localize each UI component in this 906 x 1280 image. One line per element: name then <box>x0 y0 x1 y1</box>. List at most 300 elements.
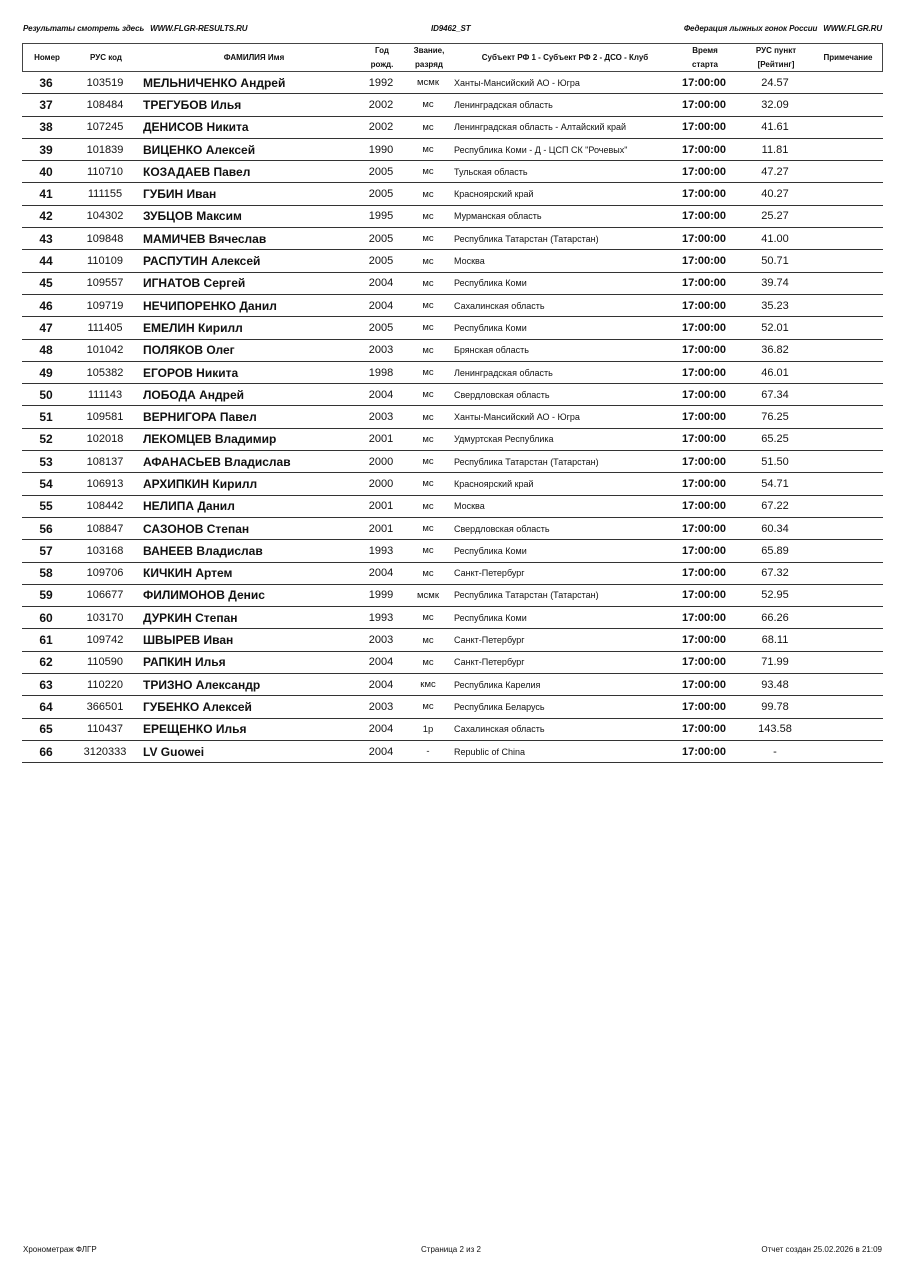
cell-note <box>812 696 882 717</box>
cell-name: ВАНЕЕВ Владислав <box>143 543 263 558</box>
cell-rus-points: 41.61 <box>761 121 789 134</box>
cell-number: 36 <box>39 75 53 90</box>
cell-number: 56 <box>39 521 53 536</box>
cell-start-time: 17:00:00 <box>681 745 727 758</box>
cell-rus-points: 65.89 <box>761 544 789 557</box>
cell-note <box>812 117 882 138</box>
cell-region: Республика Коми <box>454 612 527 623</box>
cell-note <box>812 139 882 160</box>
cell-rus-code: 108847 <box>86 522 124 535</box>
cell-number: 43 <box>39 231 53 246</box>
cell-number: 53 <box>39 454 53 469</box>
cell-rus-code: 101042 <box>86 344 124 357</box>
cell-rank: мс <box>422 612 434 624</box>
cell-note <box>812 295 882 316</box>
cell-rank: мс <box>422 656 434 668</box>
cell-start-time: 17:00:00 <box>681 121 727 134</box>
column-header-start-time <box>678 44 732 71</box>
cell-region: Брянская область <box>454 345 529 356</box>
cell-number: 62 <box>39 655 53 670</box>
cell-rus-points: 68.11 <box>761 634 789 647</box>
cell-region: Республика Коми <box>454 278 527 289</box>
cell-start-time: 17:00:00 <box>681 321 727 334</box>
cell-name: ЕМЕЛИН Кирилл <box>143 320 243 335</box>
cell-region: Санкт-Петербург <box>454 635 525 646</box>
column-header-start-time-line1: Время <box>692 45 718 55</box>
cell-birth-year: 2005 <box>368 188 394 201</box>
cell-start-time: 17:00:00 <box>681 500 727 513</box>
cell-region: Ханты-Мансийский АО - Югра <box>454 412 580 423</box>
cell-rus-code: 107245 <box>86 121 124 134</box>
cell-rank: мс <box>422 701 434 713</box>
cell-rus-code: 101839 <box>86 143 124 156</box>
cell-name: НЕЛИПА Данил <box>143 499 235 514</box>
table-row <box>22 228 883 250</box>
cell-birth-year: 2005 <box>368 232 394 245</box>
cell-note <box>812 741 882 762</box>
cell-birth-year: 2004 <box>368 388 394 401</box>
cell-region: Республика Коми <box>454 322 527 333</box>
cell-rus-code: 109581 <box>86 411 124 424</box>
cell-birth-year: 2003 <box>368 634 394 647</box>
cell-name: МАМИЧЕВ Вячеслав <box>143 231 267 246</box>
cell-note <box>812 72 882 93</box>
table-row <box>22 674 883 696</box>
cell-number: 50 <box>39 387 53 402</box>
table-row <box>22 384 883 406</box>
cell-rus-points: 143.58 <box>758 723 792 736</box>
cell-rus-code: 110710 <box>87 165 123 178</box>
cell-number: 45 <box>39 276 53 291</box>
cell-birth-year: 2004 <box>368 567 394 580</box>
table-row <box>22 340 883 362</box>
cell-rus-points: 52.95 <box>761 589 789 602</box>
cell-number: 38 <box>39 120 53 135</box>
cell-name: РАПКИН Илья <box>143 655 226 670</box>
cell-name: ЕГОРОВ Никита <box>143 365 239 380</box>
cell-region: Republic of China <box>454 746 526 757</box>
cell-note <box>812 362 882 383</box>
cell-region: Республика Татарстан (Татарстан) <box>454 456 599 467</box>
table-header <box>22 43 883 72</box>
cell-region: Республика Карелия <box>454 679 541 690</box>
federation-name: Федерация лыжных гонок России <box>683 24 818 33</box>
cell-rank: мс <box>422 367 434 378</box>
federation-block <box>684 24 882 33</box>
cell-name: ВИЦЕНКО Алексей <box>143 142 256 157</box>
table-row <box>22 250 883 272</box>
page-header <box>23 24 882 36</box>
cell-name: ВЕРНИГОРА Павел <box>143 410 257 425</box>
cell-note <box>812 384 882 405</box>
results-label: Результаты смотреть здесь <box>23 24 145 33</box>
cell-note <box>812 406 882 427</box>
cell-birth-year: 2004 <box>368 277 394 290</box>
cell-rus-points: 71.99 <box>761 656 789 669</box>
cell-rus-code: 109557 <box>86 277 124 290</box>
cell-name: ГУБЕНКО Алексей <box>143 699 252 714</box>
cell-region: Красноярский край <box>454 189 534 200</box>
footer-page-number: Страница 2 из 2 <box>421 1245 481 1254</box>
cell-rank: мс <box>422 567 434 579</box>
cell-rus-points: 35.23 <box>761 299 789 312</box>
column-header-note: Примечание <box>823 52 873 62</box>
cell-region: Тульская область <box>454 166 528 177</box>
cell-note <box>812 518 882 539</box>
cell-note <box>812 317 882 338</box>
cell-region: Мурманская область <box>454 211 542 222</box>
table-row <box>22 629 883 651</box>
cell-region: Свердловская область <box>454 389 550 400</box>
cell-start-time: 17:00:00 <box>681 589 727 602</box>
cell-note <box>812 607 882 628</box>
cell-start-time: 17:00:00 <box>681 544 727 557</box>
cell-rank: мс <box>422 300 434 312</box>
cell-birth-year: 2004 <box>368 299 394 312</box>
cell-rus-points: 40.27 <box>761 188 789 201</box>
cell-number: 64 <box>39 699 53 714</box>
column-header-region: Субъект РФ 1 - Субъект РФ 2 - ДСО - Клуб <box>481 52 649 62</box>
results-url[interactable]: WWW.FLGR-RESULTS.RU <box>150 24 248 33</box>
cell-rank: мс <box>422 500 434 512</box>
table-row <box>22 117 883 139</box>
table-row <box>22 540 883 562</box>
cell-rus-code: 111405 <box>87 321 123 334</box>
cell-rus-points: 11.81 <box>761 143 789 156</box>
cell-name: МЕЛЬНИЧЕНКО Андрей <box>143 75 286 90</box>
cell-name: LV Guowei <box>143 744 205 759</box>
cell-rank: мс <box>422 634 434 646</box>
cell-name: ЗУБЦОВ Максим <box>143 209 242 224</box>
cell-region: Ленинградская область <box>454 99 553 110</box>
table-row <box>22 406 883 428</box>
column-header-rus-points-line2: [Рейтинг] <box>757 59 795 69</box>
cell-rus-code: 366501 <box>86 700 124 713</box>
cell-rus-points: 41.00 <box>761 232 789 245</box>
cell-rus-code: 106913 <box>86 477 124 490</box>
cell-birth-year: 1990 <box>368 143 394 156</box>
cell-number: 47 <box>39 320 53 335</box>
cell-region: Республика Коми - Д - ЦСП СК "Рочевых" <box>454 144 628 155</box>
cell-birth-year: 1993 <box>368 544 394 557</box>
cell-rus-points: 60.34 <box>761 522 789 535</box>
column-header-rank-line1: Звание, <box>413 45 445 55</box>
cell-number: 51 <box>39 410 53 425</box>
cell-number: 59 <box>39 588 53 603</box>
cell-birth-year: 2005 <box>368 321 394 334</box>
cell-rus-code: 110109 <box>87 255 123 268</box>
cell-name: ЕРЕЩЕНКО Илья <box>143 722 247 737</box>
cell-rank: мс <box>422 210 434 222</box>
table-row <box>22 607 883 629</box>
cell-rank: мс <box>422 344 434 356</box>
table-row <box>22 719 883 741</box>
table-row <box>22 317 883 339</box>
cell-start-time: 17:00:00 <box>681 678 727 691</box>
cell-rank: мс <box>422 411 434 423</box>
cell-rank: кмс <box>420 679 436 691</box>
cell-rank: мс <box>422 255 434 267</box>
cell-note <box>812 719 882 740</box>
cell-rank: мс <box>422 433 434 445</box>
cell-rus-points: 67.34 <box>761 388 789 401</box>
cell-birth-year: 1993 <box>368 611 394 624</box>
cell-birth-year: 1992 <box>368 76 394 89</box>
cell-rus-code: 109848 <box>86 232 124 245</box>
cell-birth-year: 2001 <box>368 522 394 535</box>
cell-start-time: 17:00:00 <box>681 165 727 178</box>
cell-rus-points: 24.57 <box>761 76 789 89</box>
cell-name: АФАНАСЬЕВ Владислав <box>143 454 291 469</box>
cell-start-time: 17:00:00 <box>681 433 727 446</box>
cell-rus-code: 104302 <box>86 210 124 223</box>
cell-number: 57 <box>39 543 53 558</box>
cell-start-time: 17:00:00 <box>681 700 727 713</box>
cell-rus-code: 108484 <box>86 98 124 111</box>
cell-region: Республика Татарстан (Татарстан) <box>454 233 599 244</box>
cell-number: 66 <box>39 744 53 759</box>
table-row <box>22 295 883 317</box>
document-id: ID9462_ST <box>431 24 471 33</box>
cell-note <box>812 340 882 361</box>
cell-rus-code: 110437 <box>87 723 123 736</box>
cell-rank: мсмк <box>417 77 439 89</box>
cell-rus-code: 103170 <box>86 611 124 624</box>
page-footer <box>23 1245 882 1257</box>
cell-rus-code: 110590 <box>87 656 123 669</box>
cell-region: Москва <box>454 256 485 267</box>
column-header-rus-points-line1: РУС пункт <box>755 45 797 55</box>
cell-note <box>812 674 882 695</box>
cell-name: НЕЧИПОРЕНКО Данил <box>143 298 277 313</box>
table-row <box>22 496 883 518</box>
cell-rus-points: 54.71 <box>761 477 789 490</box>
cell-birth-year: 1999 <box>368 589 394 602</box>
table-row <box>22 518 883 540</box>
cell-region: Ленинградская область - Алтайский край <box>454 122 627 133</box>
cell-rank: мс <box>422 166 434 178</box>
cell-rus-code: 108442 <box>86 500 124 513</box>
cell-note <box>812 206 882 227</box>
column-header-birth-year <box>363 44 401 71</box>
table-row <box>22 473 883 495</box>
cell-rank: мс <box>422 99 434 111</box>
cell-rus-points: 99.78 <box>761 700 789 713</box>
cell-rus-code: 108137 <box>86 455 124 468</box>
cell-rus-code: 109706 <box>86 567 124 580</box>
cell-region: Москва <box>454 501 485 512</box>
cell-note <box>812 451 882 472</box>
cell-note <box>812 496 882 517</box>
table-row <box>22 206 883 228</box>
cell-note <box>812 183 882 204</box>
cell-start-time: 17:00:00 <box>681 366 727 379</box>
cell-rank: мс <box>422 456 434 468</box>
table-row <box>22 362 883 384</box>
cell-rus-points: 67.32 <box>761 567 789 580</box>
cell-number: 41 <box>39 187 53 202</box>
table-row <box>22 652 883 674</box>
cell-rus-code: 103168 <box>86 544 124 557</box>
cell-start-time: 17:00:00 <box>681 255 727 268</box>
cell-birth-year: 2004 <box>368 723 394 736</box>
cell-region: Республика Татарстан (Татарстан) <box>454 590 599 601</box>
cell-rus-code: 110220 <box>87 678 123 691</box>
cell-number: 49 <box>39 365 53 380</box>
cell-start-time: 17:00:00 <box>681 611 727 624</box>
column-header-rank <box>407 44 451 71</box>
cell-number: 65 <box>39 722 53 737</box>
cell-rank: 1р <box>422 723 434 735</box>
column-header-name: ФАМИЛИЯ Имя <box>223 52 285 62</box>
cell-rus-code: 109742 <box>86 634 124 647</box>
cell-region: Ленинградская область <box>454 367 553 378</box>
cell-number: 52 <box>39 432 53 447</box>
cell-name: ИГНАТОВ Сергей <box>143 276 246 291</box>
federation-url[interactable]: WWW.FLGR.RU <box>823 24 882 33</box>
cell-number: 63 <box>39 677 53 692</box>
cell-rus-code: 3120333 <box>83 745 127 758</box>
table-row <box>22 161 883 183</box>
footer-created: Отчет создан 25.02.2026 в 21:09 <box>761 1245 882 1254</box>
cell-start-time: 17:00:00 <box>681 188 727 201</box>
cell-note <box>812 629 882 650</box>
column-header-rus-code: РУС код <box>90 52 122 62</box>
cell-rus-points: 36.82 <box>761 344 789 357</box>
table-row <box>22 429 883 451</box>
cell-name: ЛЕКОМЦЕВ Владимир <box>143 432 277 447</box>
cell-rus-points: 52.01 <box>761 321 789 334</box>
cell-number: 55 <box>39 499 53 514</box>
cell-rus-points: - <box>773 745 777 758</box>
cell-number: 39 <box>39 142 53 157</box>
cell-birth-year: 2003 <box>368 344 394 357</box>
cell-rus-points: 50.71 <box>761 255 789 268</box>
cell-rus-code: 111155 <box>87 188 123 201</box>
cell-birth-year: 1995 <box>368 210 394 223</box>
column-header-number: Номер <box>34 52 60 62</box>
cell-birth-year: 2003 <box>368 700 394 713</box>
table-body <box>22 72 883 763</box>
cell-rus-code: 106677 <box>86 589 124 602</box>
cell-region: Санкт-Петербург <box>454 657 525 668</box>
cell-rank: - <box>426 746 430 758</box>
column-header-rank-line2: разряд <box>415 59 443 69</box>
cell-rank: мс <box>422 478 434 490</box>
cell-region: Красноярский край <box>454 478 534 489</box>
table-row <box>22 563 883 585</box>
cell-name: КОЗАДАЕВ Павел <box>143 164 251 179</box>
cell-start-time: 17:00:00 <box>681 277 727 290</box>
cell-number: 58 <box>39 566 53 581</box>
column-header-birth-year-line1: Год <box>374 45 389 55</box>
cell-start-time: 17:00:00 <box>681 143 727 156</box>
cell-birth-year: 2003 <box>368 411 394 424</box>
cell-name: АРХИПКИН Кирилл <box>143 476 258 491</box>
cell-rus-points: 67.22 <box>761 500 789 513</box>
table-row <box>22 183 883 205</box>
cell-region: Санкт-Петербург <box>454 568 525 579</box>
cell-region: Удмуртская Республика <box>454 434 554 445</box>
cell-rus-points: 66.26 <box>761 611 789 624</box>
cell-rus-code: 102018 <box>86 433 124 446</box>
cell-birth-year: 2000 <box>368 477 394 490</box>
table-row <box>22 451 883 473</box>
cell-birth-year: 2002 <box>368 121 394 134</box>
cell-name: ШВЫРЕВ Иван <box>143 633 234 648</box>
cell-birth-year: 2002 <box>368 98 394 111</box>
cell-name: ТРИЗНО Александр <box>143 677 261 692</box>
cell-note <box>812 94 882 115</box>
cell-name: ДЕНИСОВ Никита <box>143 120 249 135</box>
cell-start-time: 17:00:00 <box>681 388 727 401</box>
cell-rus-code: 109719 <box>86 299 124 312</box>
table-row <box>22 273 883 295</box>
cell-rus-code: 111143 <box>87 388 123 401</box>
cell-start-time: 17:00:00 <box>681 344 727 357</box>
cell-birth-year: 2004 <box>368 745 394 758</box>
cell-name: ФИЛИМОНОВ Денис <box>143 588 265 603</box>
cell-name: ТРЕГУБОВ Илья <box>143 97 242 112</box>
cell-rank: мс <box>422 322 434 334</box>
cell-rank: мс <box>422 144 434 156</box>
cell-name: ЛОБОДА Андрей <box>143 387 245 402</box>
cell-birth-year: 1998 <box>368 366 394 379</box>
cell-region: Сахалинская область <box>454 724 545 735</box>
cell-rus-points: 46.01 <box>761 366 789 379</box>
cell-rus-points: 65.25 <box>761 433 789 446</box>
cell-rank: мс <box>422 523 434 535</box>
cell-region: Республика Коми <box>454 545 527 556</box>
cell-start-time: 17:00:00 <box>681 98 727 111</box>
footer-timing: Хронометраж ФЛГР <box>23 1245 97 1254</box>
cell-start-time: 17:00:00 <box>681 477 727 490</box>
cell-note <box>812 652 882 673</box>
cell-name: КИЧКИН Артем <box>143 566 233 581</box>
cell-note <box>812 563 882 584</box>
cell-number: 61 <box>39 633 53 648</box>
cell-region: Свердловская область <box>454 523 550 534</box>
cell-rus-points: 47.27 <box>761 165 789 178</box>
cell-birth-year: 2001 <box>368 500 394 513</box>
cell-birth-year: 2001 <box>368 433 394 446</box>
column-header-start-time-line2: старта <box>692 59 718 69</box>
cell-rus-code: 105382 <box>86 366 124 379</box>
cell-rank: мс <box>422 188 434 200</box>
cell-number: 54 <box>39 476 53 491</box>
cell-start-time: 17:00:00 <box>681 455 727 468</box>
cell-note <box>812 473 882 494</box>
cell-start-time: 17:00:00 <box>681 232 727 245</box>
table-row <box>22 696 883 718</box>
cell-rus-points: 51.50 <box>761 455 789 468</box>
cell-rus-points: 32.09 <box>761 98 789 111</box>
cell-rank: мс <box>422 277 434 289</box>
cell-rus-points: 25.27 <box>761 210 789 223</box>
results-table <box>22 43 883 763</box>
cell-name: ГУБИН Иван <box>143 187 217 202</box>
cell-number: 42 <box>39 209 53 224</box>
cell-rank: мс <box>422 389 434 401</box>
table-row <box>22 72 883 94</box>
cell-number: 37 <box>39 97 53 112</box>
cell-start-time: 17:00:00 <box>681 634 727 647</box>
cell-rus-points: 39.74 <box>761 277 789 290</box>
cell-note <box>812 161 882 182</box>
results-link-block <box>23 24 247 33</box>
cell-birth-year: 2000 <box>368 455 394 468</box>
cell-number: 48 <box>39 343 53 358</box>
